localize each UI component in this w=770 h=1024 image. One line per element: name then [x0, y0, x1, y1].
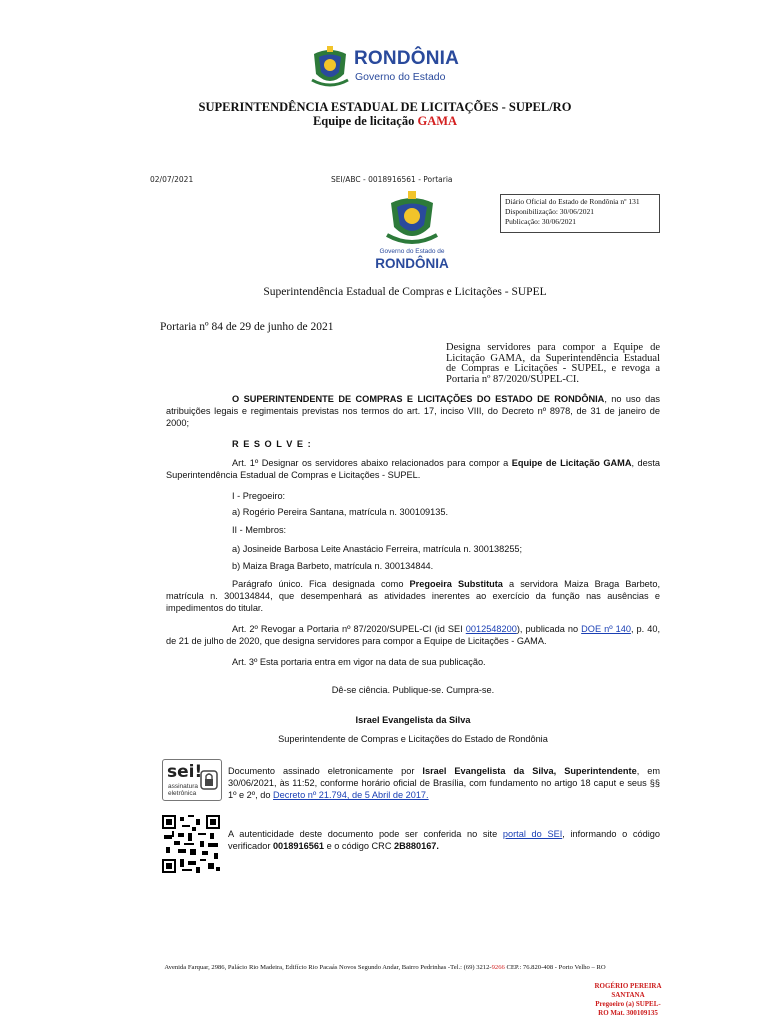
portal-sei-link[interactable]: portal do SEI	[502, 829, 563, 839]
emblem-brand: RONDÔNIA	[375, 256, 449, 271]
art2-paragraph: Art. 2º Revogar a Portaria nº 87/2020/SUPEL-CI (id SEI 0012548200), publicada no DOE nº 140, p. 40, de 21 de julho de 2020, que designa servidores para compor a Equipe de Licitações - GAMA.	[166, 624, 661, 646]
doe-link[interactable]: DOE nº 140	[581, 624, 631, 634]
intro-paragraph: O SUPERINTENDENTE DE COMPRAS E LICITAÇÕES DO ESTADO DE RONDÔNIA, no uso das atribuições legais e regimentais previstas nos termos do art. 17, inciso VIII, do Decreto nº 8978, de 31 de janeiro de 2000;	[166, 394, 660, 428]
document-ref: SEI/ABC - 0018916561 - Portaria	[331, 175, 453, 184]
rubric-stamp: ROGÉRIO PEREIRA SANTANA Pregoeiro (a) SUPEL- RO Mat. 300109135	[594, 982, 662, 1017]
emblem-subtitle: Governo do Estado de	[379, 248, 445, 255]
pregoeiro-item: a) Rogério Pereira Santana, matrícula n. 300109135.	[232, 507, 449, 517]
resolve-heading: R E S O L V E :	[232, 439, 312, 449]
header-subtitle: Equipe de licitação GAMA	[312, 114, 458, 128]
paragrafo-unico: Parágrafo único. Fica designada como Pregoeira Substituta a servidora Maiza Braga Barbeto, matrícula n. 300134844, que desempenhará as atividades inerentes ao exercício da função nas ausências e impedimentos do titular.	[166, 579, 660, 613]
signer-name: Israel Evangelista da Silva	[355, 715, 471, 725]
membros-heading: II - Membros:	[232, 525, 287, 535]
membro-item-b: b) Maiza Braga Barbeto, matrícula n. 300134844.	[232, 561, 434, 571]
sei-signature-logo: sei! assinatura eletrônica	[162, 759, 222, 801]
header-title: SUPERINTENDÊNCIA ESTADUAL DE LICITAÇÕES - SUPEL/RO	[198, 100, 572, 114]
qr-code-icon	[162, 815, 220, 873]
decreto-link[interactable]: Decreto nº 21.794, de 5 Abril de 2017.	[273, 790, 429, 800]
rondonia-logo	[308, 44, 458, 90]
sei-id-link[interactable]: 0012548200	[465, 624, 517, 634]
lock-icon	[200, 770, 218, 790]
membro-item-a: a) Josineide Barbosa Leite Anastácio Ferreira, matrícula n. 300138255;	[232, 544, 523, 554]
authenticity-text: A autenticidade deste documento pode ser conferida no site portal do SEI, informando o código verificador 0018916561 e o código CRC 2B880167.	[228, 829, 660, 851]
coat-of-arms-icon	[377, 191, 447, 247]
logo-brand: RONDÔNIA	[354, 48, 460, 69]
portaria-title: Portaria nº 84 de 29 de junho de 2021	[160, 321, 334, 333]
print-date: 02/07/2021	[150, 175, 194, 184]
team-name: GAMA	[417, 114, 458, 128]
closing-line: Dê-se ciência. Publique-se. Cumpra-se.	[331, 685, 495, 695]
logo-subtitle: Governo do Estado	[355, 71, 446, 83]
art3-paragraph: Art. 3º Esta portaria entra em vigor na data de sua publicação.	[232, 657, 486, 667]
coat-of-arms-icon	[308, 44, 352, 90]
diario-oficial-box: Diário Oficial do Estado de Rondônia nº 131 Disponibilização: 30/06/2021 Publicação: 30/06/2021	[500, 194, 660, 233]
sei-signature-text: Documento assinado eletronicamente por Israel Evangelista da Silva, Superintendente, em 30/06/2021, às 11:52, conforme horário oficial de Brasília, com fundamento no artigo 18 caput e seus §§ 1º e 2º, do Decreto nº 21.794, de 5 Abril de 2017.	[228, 766, 661, 800]
pregoeiro-heading: I - Pregoeiro:	[232, 491, 286, 501]
art1-paragraph: Art. 1º Designar os servidores abaixo relacionados para compor a Equipe de Licitação GAMA, desta Superintendência Estadual de Compras e Licitações - SUPEL.	[166, 458, 660, 480]
signer-role: Superintendente de Compras e Licitações do Estado de Rondônia	[278, 734, 548, 744]
footer-address: Avenida Farquar, 2986, Palácio Rio Madeira, Edifício Rio Pacaás Novos Segundo Andar, Bairro Pedrinhas -Tel.: (69) 3212-9266 CEP.: 76.820-408 - Porto Velho – RO	[164, 964, 606, 971]
organization-name: Superintendência Estadual de Compras e Licitações - SUPEL	[263, 286, 547, 298]
ementa: Designa servidores para compor a Equipe de Licitação GAMA, da Superintendência Estadual de Compras e Licitações - SUPEL, e revoga a Portaria nº 87/2020/SUPEL-CI.	[446, 342, 660, 385]
